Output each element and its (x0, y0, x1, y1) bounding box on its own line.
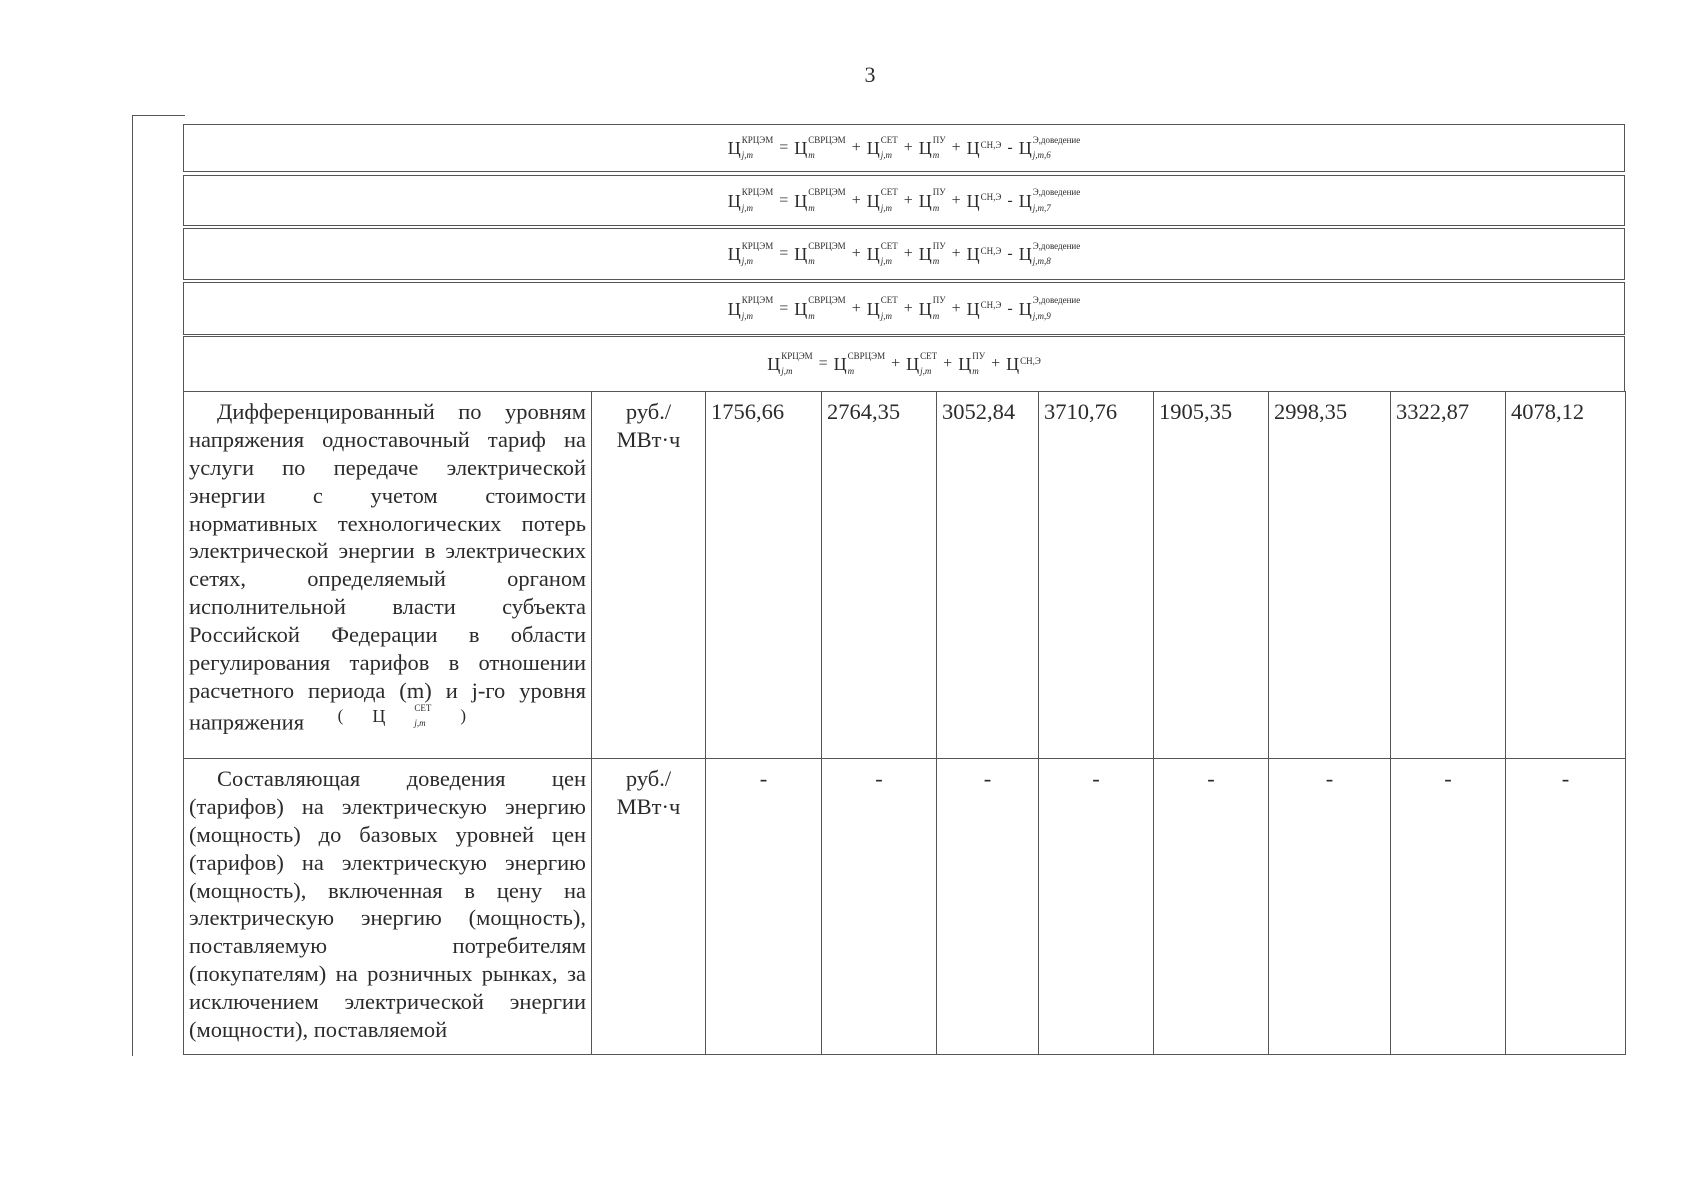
row-description-text: Дифференцированный по уровням напряжения одноставочный тариф на услуги по передаче электрической энергии с учетом стоимости нормативных технологических потерь электрической энергии в электрических сетях, определяемый органом исполнительной власти субъекта Российской Федерации в области регулирования тарифов в отношении расчетного периода (m) и j-го уровня напряжения (189, 399, 586, 735)
formula-symbol: Ц Э,доведение j,m,6 (1018, 134, 1081, 160)
row-unit: руб./ МВт·ч (592, 392, 706, 759)
formula-operator: + (851, 299, 861, 317)
formula-operator: + (943, 355, 953, 372)
row-description: Составляющая доведения цен (тарифов) на электрическую энергию (мощность) до базовых уровней цен (тарифов) на электрическую энергию (мощность), включенная в цену на электрическую энергию (мощность), поставляемую потребителям (покупателям) на розничных рынках, за исключением электрической энергии (мощности), поставляемой (184, 759, 592, 1055)
formula-symbol: Ц КРЦЭМ j,m (727, 134, 774, 160)
formula-symbol: Ц Э,доведение j,m,9 (1018, 295, 1081, 321)
formula-operator: = (779, 245, 789, 262)
formula-operator: + (903, 139, 913, 156)
formula-symbol: Ц СВРЦЭМ m (794, 240, 846, 266)
table-cell: 2998,35 (1269, 392, 1391, 759)
table-cell: 3710,76 (1039, 392, 1154, 759)
formula-symbol: Ц КРЦЭМ j,m (767, 350, 813, 376)
formula-symbol: Ц КРЦЭМ j,m (727, 187, 774, 213)
formula-symbol: Ц ПУ m (958, 350, 986, 376)
formula-operator: + (951, 139, 961, 156)
formula-symbol: Ц СН,Э (966, 138, 1002, 158)
formula (727, 295, 1082, 321)
formula-operator: + (851, 139, 861, 156)
tariff-table (183, 391, 1626, 1055)
formula-row-1 (183, 124, 1625, 172)
formula-operator: = (779, 299, 789, 317)
formula-row-2 (183, 175, 1625, 226)
table-cell: - (822, 759, 937, 1055)
formula-symbol: Ц КРЦЭМ j,m (727, 240, 774, 266)
formula-operator: - (1007, 299, 1013, 317)
table-row (184, 392, 1626, 759)
table-cell: - (937, 759, 1039, 1055)
formula-symbol: Ц СВРЦЭМ m (794, 134, 846, 160)
formula-operator: + (851, 245, 861, 262)
formula-symbol: Ц КРЦЭМ j,m (727, 295, 774, 321)
table-cell: 1905,35 (1154, 392, 1269, 759)
table-cell: 1756,66 (706, 392, 822, 759)
formula-operator: + (951, 245, 961, 262)
formula-symbol: Ц СЕТ j,m (866, 134, 898, 160)
formula-symbol: Ц ПУ m (918, 187, 946, 213)
formula-symbol: Ц ПУ m (918, 295, 946, 321)
table-cell: - (1039, 759, 1154, 1055)
formula-operator: = (818, 355, 828, 372)
table-cell: - (1269, 759, 1391, 1055)
formula-row-5 (183, 336, 1625, 392)
formula-symbol: Ц СЕТ j,m (866, 240, 898, 266)
formula-operator: + (951, 191, 961, 209)
formula-symbol: Ц ПУ m (918, 134, 946, 160)
formula (727, 187, 1082, 213)
table-cell: - (1154, 759, 1269, 1055)
formula-symbol: Ц Э,доведение j,m,7 (1018, 187, 1081, 213)
row-description (184, 392, 592, 759)
formula-operator: + (851, 191, 861, 209)
row-unit: руб./ МВт·ч (592, 759, 706, 1055)
table-cell: 4078,12 (1506, 392, 1626, 759)
formula-symbol: Ц СН,Э (966, 190, 1002, 211)
formula (727, 134, 1082, 160)
formula-operator: - (1007, 191, 1013, 209)
formula-symbol: Ц СН,Э (966, 244, 1002, 264)
formula-symbol: Ц СН,Э (1006, 354, 1041, 374)
formula-operator: + (991, 355, 1001, 372)
formula-symbol: Ц СВРЦЭМ m (833, 350, 886, 376)
table-row (184, 759, 1626, 1055)
formula-operator: + (903, 191, 913, 209)
formula-symbol: Ц СВРЦЭМ m (794, 295, 846, 321)
formula-row-3 (183, 228, 1625, 280)
table-cell: - (1506, 759, 1626, 1055)
formula-operator: + (903, 299, 913, 317)
page-number: 3 (864, 62, 876, 87)
formula-operator: + (891, 355, 901, 372)
formula-symbol: Ц СЕТ j,m (906, 350, 938, 376)
formula (727, 240, 1082, 266)
table-cell: - (706, 759, 822, 1055)
table-cell: 3322,87 (1391, 392, 1506, 759)
formula-operator: = (779, 139, 789, 156)
formula-symbol: Ц СЕТ j,m (866, 187, 898, 213)
tariff-symbol: ( Ц СЕТ j,m ) (337, 702, 467, 728)
formula-symbol: Ц Э,доведение j,m,8 (1018, 240, 1081, 266)
table-cell: 2764,35 (822, 392, 937, 759)
table-left-margin-rule (132, 115, 185, 1056)
formula-operator: - (1007, 139, 1013, 156)
formula-symbol: Ц СВРЦЭМ m (794, 187, 846, 213)
formula-operator: = (779, 191, 789, 209)
formula-operator: - (1007, 245, 1013, 262)
formula-symbol: Ц СЕТ j,m (866, 295, 898, 321)
formula-operator: + (903, 245, 913, 262)
formula-operator: + (951, 299, 961, 317)
table-cell: - (1391, 759, 1506, 1055)
formula-symbol: Ц ПУ m (918, 240, 946, 266)
table-cell: 3052,84 (937, 392, 1039, 759)
formula (766, 350, 1042, 376)
formula-row-4 (183, 282, 1625, 335)
formula-symbol: Ц СН,Э (966, 298, 1002, 319)
